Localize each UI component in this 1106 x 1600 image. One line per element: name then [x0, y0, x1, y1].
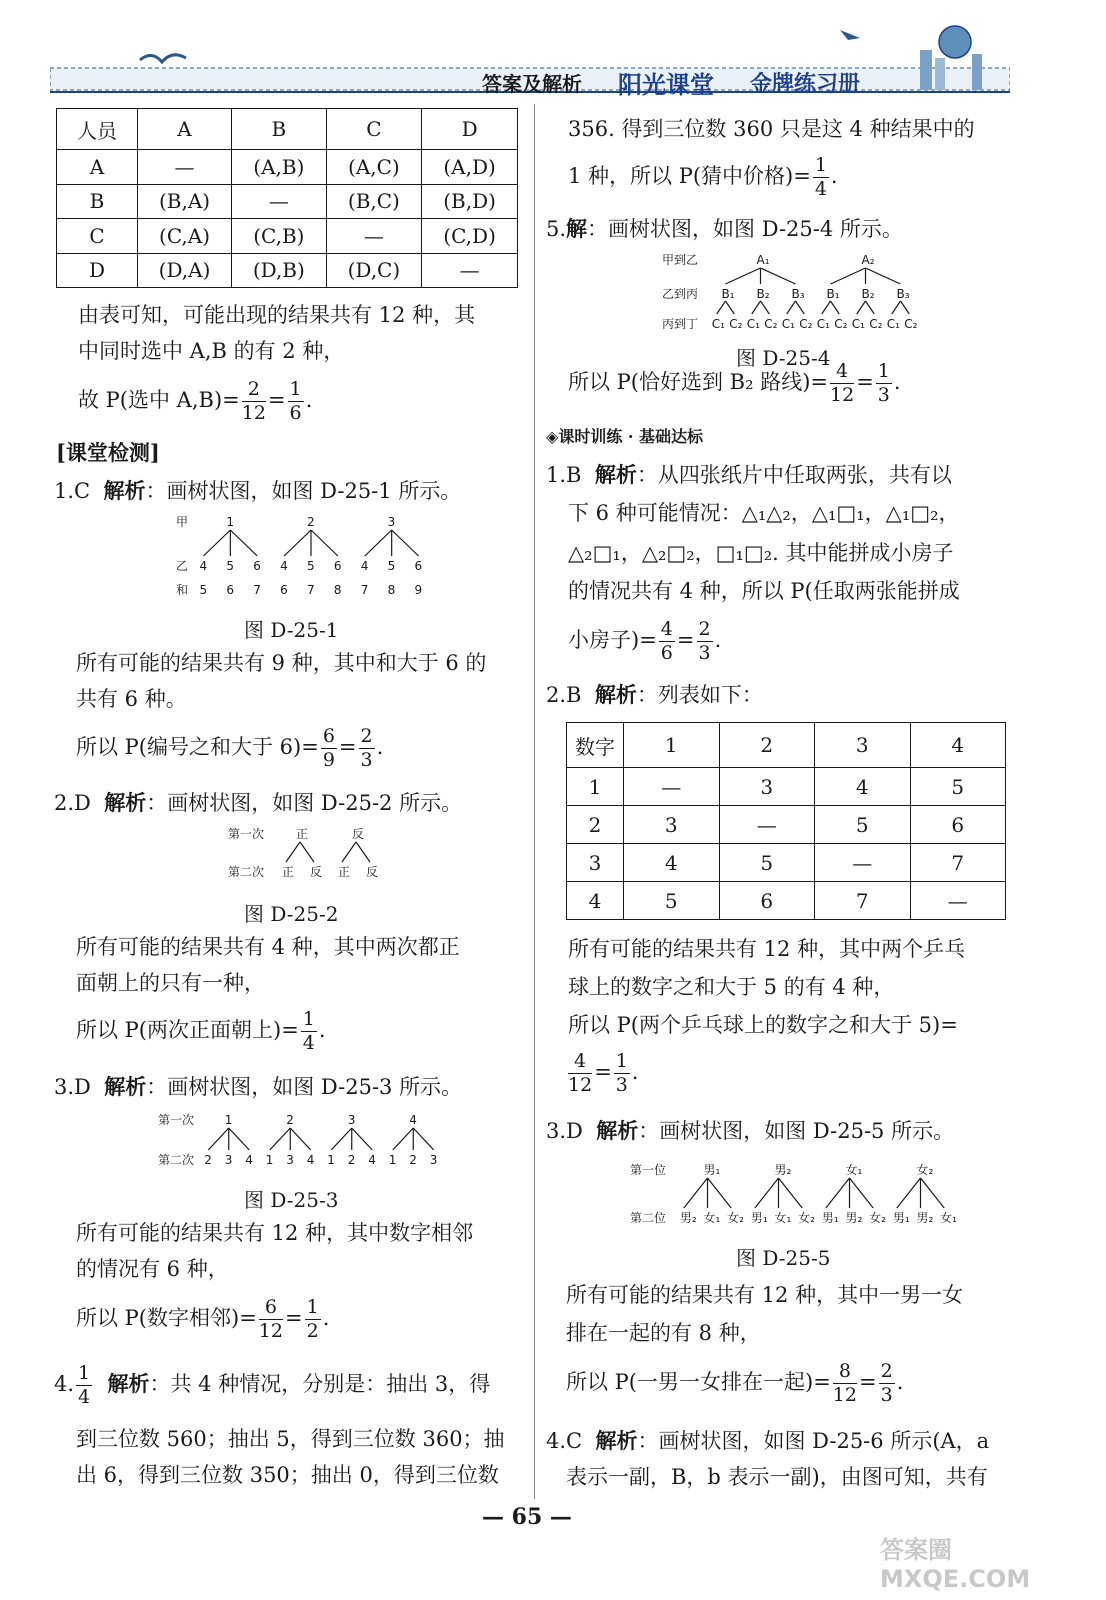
table-row: [567, 806, 1006, 844]
t3-a1: 所有可能的结果共有 12 种，其中一男一女: [566, 1283, 964, 1307]
tree-node: 5: [387, 559, 396, 573]
tree-node: 2: [307, 515, 315, 529]
tree-node: 2: [204, 1153, 212, 1167]
tree-node: 3: [347, 1113, 356, 1127]
table-row: [57, 184, 518, 218]
tree-branch: [850, 1178, 874, 1208]
tree-node: 1: [265, 1153, 274, 1167]
tree-row-label: 第一次: [158, 1113, 195, 1127]
q2-a1: 所有可能的结果共有 4 种，其中两次都正: [76, 935, 460, 959]
table-header-cell: 人员: [57, 109, 138, 150]
tree-branch: [270, 1128, 291, 1150]
tree-node: A₁: [756, 253, 770, 267]
table-row: [567, 882, 1006, 920]
table-cell: 7: [815, 882, 911, 920]
tree-node: 4: [360, 559, 369, 573]
tree-node: 5: [307, 559, 315, 573]
table-cell: 6: [910, 806, 1006, 844]
tree-node: 8: [333, 583, 342, 596]
q1-a1: 所有可能的结果共有 9 种，其中和大于 6 的: [76, 651, 487, 675]
t2-a3: 所以 P(两个乒乓球上的数字之和大于 5)=: [568, 1013, 958, 1037]
tree-node: 4: [280, 559, 288, 573]
tree-branch: [822, 301, 831, 314]
tree-node: C₁: [711, 317, 725, 330]
tree-row-label: 第二位: [630, 1211, 667, 1225]
tree-branch: [779, 1178, 803, 1208]
tree-node: 女₂: [916, 1163, 934, 1177]
tree-row-label: 甲到乙: [662, 253, 699, 267]
table-cell: 5: [624, 882, 720, 920]
table-cell: (C,D): [422, 219, 518, 253]
tree-node: 6: [253, 559, 261, 573]
tree-node: 女₂: [869, 1211, 886, 1225]
q4-l2: 到三位数 560；抽出 5，得到三位数 360；抽: [76, 1427, 505, 1451]
tree-branch: [761, 268, 796, 284]
tree-node: 女₁: [774, 1211, 792, 1225]
tree-branch: [726, 268, 761, 284]
q3-line: 3.D 解析：画树状图，如图 D-25-3 所示。: [54, 1074, 463, 1099]
q1-a3: 所以 P(编号之和大于 6)= $\frac{6}{9}$ = $\frac{2}{3}$ .: [76, 725, 384, 771]
tree-node: 正: [282, 865, 295, 879]
tree-node: 反: [352, 827, 365, 841]
tree-node: 男₂: [845, 1211, 863, 1225]
right-c1: 356. 得到三位数 360 只是这 4 种结果中的: [568, 117, 975, 141]
column-divider: [534, 104, 535, 1499]
tree-diagram-d25-5: [630, 1162, 960, 1228]
tree-node: 7: [307, 583, 315, 596]
tree-branch: [897, 1178, 921, 1208]
table-header-cell: 数字: [567, 723, 624, 768]
tree-branch: [392, 530, 419, 556]
tree-node: B₁: [721, 287, 735, 301]
tree-row-label: 丙到丁: [662, 317, 699, 330]
tree-branch: [290, 1128, 311, 1150]
table-cell: (A,B): [232, 150, 327, 184]
table-cell: D: [57, 253, 138, 287]
q4-l3: 出 6，得到三位数 350；抽出 0，得到三位数: [76, 1463, 499, 1487]
tree-node: 8: [387, 583, 396, 596]
tree-branch: [752, 301, 761, 314]
tree-node: 女₂: [727, 1211, 744, 1225]
t1-l3: △₂□₁，△₂□₂，□₁□₂. 其中能拼成小房子: [568, 541, 954, 565]
q2-a2: 面朝上的只有一种，: [76, 971, 265, 995]
tree-branch: [761, 301, 770, 314]
tree-node: C₁: [746, 317, 760, 330]
table-cell: (A,C): [326, 150, 422, 184]
tree-node: 2: [347, 1153, 356, 1167]
tree-node: B₃: [791, 287, 805, 301]
table-cell: (C,A): [138, 219, 232, 253]
table-row: [567, 844, 1006, 882]
table-cell: (B,D): [422, 184, 518, 218]
q2-a3: 所以 P(两次正面朝上)= $\frac{1}{4}$ .: [76, 1008, 326, 1054]
tree-node: 5: [199, 583, 208, 596]
left-p3: 故 P(选中 A,B)= $\frac{2}{12}$ = $\frac{1}{6}$ .: [78, 378, 313, 424]
caption-d25-2: 图 D-25-2: [244, 902, 339, 926]
table-cell: 1: [567, 768, 624, 806]
tree-branch: [708, 1178, 732, 1208]
page-header: [50, 20, 1010, 100]
tree-node: C₂: [764, 317, 778, 330]
tree-branch: [284, 530, 311, 556]
tree-node: C₂: [904, 317, 918, 330]
tree-node: 女₁: [940, 1211, 957, 1225]
tree-node: 男₁: [821, 1211, 839, 1225]
tree-branch: [342, 842, 356, 862]
tree-branch: [787, 301, 796, 314]
tree-node: C₁: [816, 317, 830, 330]
tree-branch: [892, 301, 901, 314]
table-cell: (A,D): [422, 150, 518, 184]
tree-branch: [717, 301, 726, 314]
section-classroom-check: [课堂检测]: [56, 440, 160, 465]
table-cell: (D,C): [326, 253, 422, 287]
tree-node: 4: [306, 1153, 315, 1167]
outcome-table: [56, 108, 518, 288]
table-row: [57, 253, 518, 287]
table-cell: (B,C): [326, 184, 422, 218]
t1-l5: 小房子)= $\frac{4}{6}$ = $\frac{2}{3}$ .: [568, 618, 722, 664]
tree-branch: [857, 301, 866, 314]
tree-branch: [796, 301, 805, 314]
q5-a1: 所以 P(恰好选到 B₂ 路线)= $\frac{4}{12}$ = $\frac{1}{3}$ .: [568, 360, 901, 406]
tree-node: 男₁: [750, 1211, 768, 1225]
tree-node: 7: [360, 583, 369, 596]
table-header-row: [57, 109, 518, 150]
tree-diagram-d25-2: [228, 826, 388, 882]
tree-row-label: 第二次: [158, 1153, 195, 1167]
tree-row-label: 乙: [176, 559, 189, 573]
table-row: [57, 219, 518, 253]
tree-node: 1: [224, 1113, 233, 1127]
tree-row-label: 第二次: [228, 865, 265, 879]
t3-line: 3.D 解析：画树状图，如图 D-25-5 所示。: [546, 1118, 955, 1143]
tree-branch: [203, 530, 230, 556]
tree-branch: [352, 1128, 373, 1150]
tree-node: 反: [310, 865, 323, 879]
caption-d25-3: 图 D-25-3: [244, 1188, 339, 1212]
tree-branch: [901, 301, 910, 314]
q3-a3: 所以 P(数字相邻)= $\frac{6}{12}$ = $\frac{1}{2}$ .: [76, 1296, 330, 1342]
caption-d25-4: 图 D-25-4: [736, 346, 831, 370]
tree-node: 4: [199, 559, 208, 573]
table-cell: (B,A): [138, 184, 232, 218]
tree-node: 7: [253, 583, 261, 596]
tree-node: 反: [366, 865, 379, 879]
tree-node: 2: [286, 1113, 294, 1127]
table-cell: —: [422, 253, 518, 287]
tree-row-label: 第一位: [630, 1163, 667, 1177]
tree-branch: [300, 842, 314, 862]
table-header-cell: C: [326, 109, 422, 150]
tree-node: 男₂: [916, 1211, 934, 1225]
table-cell: —: [910, 882, 1006, 920]
tree-node: 正: [296, 827, 309, 841]
table-cell: (C,B): [232, 219, 327, 253]
header-subtitle: 金牌练习册: [750, 71, 861, 97]
table-cell: —: [719, 806, 815, 844]
tree-node: 1: [226, 515, 234, 529]
tree-node: B₂: [861, 287, 875, 301]
table-cell: 5: [719, 844, 815, 882]
q3-a1: 所有可能的结果共有 12 种，其中数字相邻: [76, 1221, 474, 1245]
tree-node: B₁: [826, 287, 840, 301]
tree-branch: [755, 1178, 779, 1208]
tree-node: 4: [409, 1113, 417, 1127]
tree-node: 男₂: [774, 1163, 792, 1177]
q5-line: 5.解：画树状图，如图 D-25-4 所示。: [546, 216, 903, 241]
tree-diagram-d25-3: [158, 1112, 448, 1170]
tree-branch: [826, 1178, 850, 1208]
table-header-cell: D: [422, 109, 518, 150]
tree-node: 男₂: [679, 1211, 697, 1225]
caption-d25-5: 图 D-25-5: [736, 1246, 831, 1270]
tree-branch: [726, 301, 735, 314]
left-p1: 由表可知，可能出现的结果共有 12 种，其: [78, 303, 476, 327]
section-lesson-training: ◈课时训练 · 基础达标: [546, 427, 704, 446]
tree-node: C₂: [869, 317, 883, 330]
tree-diagram-d25-4: [662, 252, 922, 330]
table-cell: 3: [719, 768, 815, 806]
page-number: — 65 —: [482, 1504, 572, 1530]
tree-node: C₁: [851, 317, 865, 330]
table-cell: B: [57, 184, 138, 218]
tree-node: 男₁: [703, 1163, 721, 1177]
table-cell: 5: [910, 768, 1006, 806]
t3-a3: 所以 P(一男一女排在一起)= $\frac{8}{12}$ = $\frac{2}{3}$ .: [566, 1360, 904, 1406]
table-cell: —: [624, 768, 720, 806]
tree-branch: [393, 1128, 414, 1150]
table-cell: 4: [567, 882, 624, 920]
tree-node: 正: [338, 865, 351, 879]
table-cell: 5: [815, 806, 911, 844]
tree-branch: [831, 268, 866, 284]
table-cell: —: [326, 219, 422, 253]
tree-node: 女₁: [703, 1211, 721, 1225]
table-header-cell: 2: [719, 723, 815, 768]
tree-node: A₂: [861, 253, 875, 267]
table-header-cell: B: [232, 109, 327, 150]
tree-node: 3: [286, 1153, 294, 1167]
table-cell: (D,B): [232, 253, 327, 287]
left-p2: 中同时选中 A,B 的有 2 种，: [78, 339, 345, 363]
tree-node: 3: [387, 515, 396, 529]
tree-branch: [208, 1128, 229, 1150]
tree-node: 1: [327, 1153, 335, 1167]
tree-row-label: 和: [176, 583, 189, 596]
tree-branch: [831, 301, 840, 314]
tree-node: 6: [226, 583, 234, 596]
tree-node: 4: [245, 1153, 253, 1167]
q3-a2: 的情况有 6 种，: [76, 1257, 229, 1281]
t2-line: 2.B 解析：列表如下：: [546, 682, 763, 707]
tree-node: 6: [333, 559, 342, 573]
tree-diagram-d25-1: [176, 514, 436, 596]
table-header-cell: 3: [815, 723, 911, 768]
tree-node: C₁: [886, 317, 900, 330]
tree-branch: [921, 1178, 945, 1208]
table-header-cell: A: [138, 109, 232, 150]
table-row: [57, 150, 518, 184]
tree-branch: [413, 1128, 434, 1150]
t1-l2: 下 6 种可能情况：△₁△₂，△₁□₁，△₁□₂，: [568, 501, 960, 525]
bird-icon: [140, 55, 186, 62]
tree-branch: [286, 842, 300, 862]
t4-line: 4.C 解析：画树状图，如图 D-25-6 所示(A，a: [546, 1428, 990, 1453]
tree-branch: [866, 268, 901, 284]
tree-node: 3: [224, 1153, 233, 1167]
table-cell: A: [57, 150, 138, 184]
q1-line: 1.C 解析：画树状图，如图 D-25-1 所示。: [54, 478, 462, 503]
q1-a2: 共有 6 种。: [76, 687, 187, 711]
tree-node: C₁: [781, 317, 795, 330]
table-cell: 6: [719, 882, 815, 920]
t3-a2: 排在一起的有 8 种，: [566, 1321, 761, 1345]
table-cell: —: [138, 150, 232, 184]
tree-node: 1: [388, 1153, 397, 1167]
tree-node: 2: [409, 1153, 417, 1167]
tree-node: 6: [414, 559, 423, 573]
tree-row-label: 甲: [176, 515, 189, 529]
tree-branch: [331, 1128, 352, 1150]
table-cell: 7: [910, 844, 1006, 882]
t4-l2: 表示一副，B，b 表示一副)，由图可知，共有: [566, 1465, 988, 1489]
t1-l4: 的情况共有 4 种，所以 P(任取两张能拼成: [568, 579, 960, 603]
q2-line: 2.D 解析：画树状图，如图 D-25-2 所示。: [54, 790, 463, 815]
table-cell: —: [815, 844, 911, 882]
t2-a4: $\frac{4}{12}$ = $\frac{1}{3}$ .: [568, 1050, 639, 1096]
table-cell: (D,A): [138, 253, 232, 287]
table-header-cell: 4: [910, 723, 1006, 768]
table-cell: 2: [567, 806, 624, 844]
caption-d25-1: 图 D-25-1: [244, 618, 339, 642]
header-section: 答案及解析: [482, 72, 582, 96]
tree-branch: [229, 1128, 250, 1150]
tree-node: 3: [429, 1153, 438, 1167]
tree-node: C₂: [834, 317, 848, 330]
tree-branch: [230, 530, 257, 556]
section-icon: ◈: [546, 427, 559, 446]
sum-table: [566, 722, 1006, 920]
tree-node: C₂: [799, 317, 813, 330]
right-c2: 1 种，所以 P(猜中价格)= $\frac{1}{4}$ .: [568, 154, 838, 200]
tree-node: B₃: [896, 287, 910, 301]
globe-icon: [939, 26, 971, 58]
tree-node: 女₂: [798, 1211, 815, 1225]
table-header-row: [567, 723, 1006, 768]
tree-branch: [311, 530, 338, 556]
tree-node: C₂: [729, 317, 743, 330]
tree-node: 9: [414, 583, 423, 596]
tree-branch: [356, 842, 370, 862]
tree-node: 4: [368, 1153, 376, 1167]
tree-branch: [866, 301, 875, 314]
table-row: [567, 768, 1006, 806]
q4-line: 4. $\frac{1}{4}$ 解析：共 4 种情况，分别是：抽出 3，得: [54, 1362, 491, 1408]
table-cell: 3: [624, 806, 720, 844]
tree-node: 男₁: [892, 1211, 910, 1225]
table-cell: 4: [815, 768, 911, 806]
tree-node: 5: [226, 559, 234, 573]
tree-node: 6: [280, 583, 288, 596]
tree-node: 女₁: [845, 1163, 863, 1177]
table-cell: 3: [567, 844, 624, 882]
tree-node: B₂: [756, 287, 770, 301]
table-header-cell: 1: [624, 723, 720, 768]
t2-a2: 球上的数字之和大于 5 的有 4 种，: [568, 975, 895, 999]
t2-a1: 所有可能的结果共有 12 种，其中两个乒乓: [568, 937, 966, 961]
t1-line: 1.B 解析：从四张纸片中任取两张，共有以: [546, 462, 952, 487]
tree-row-label: 乙到丙: [662, 287, 699, 301]
tree-branch: [684, 1178, 708, 1208]
header-brand: 阳光课堂: [618, 70, 714, 99]
table-cell: —: [232, 184, 327, 218]
tree-branch: [365, 530, 392, 556]
watermark: 答案圈 MXQE.COM: [880, 1536, 1031, 1593]
table-cell: 4: [624, 844, 720, 882]
table-cell: C: [57, 219, 138, 253]
tree-row-label: 第一次: [228, 827, 265, 841]
